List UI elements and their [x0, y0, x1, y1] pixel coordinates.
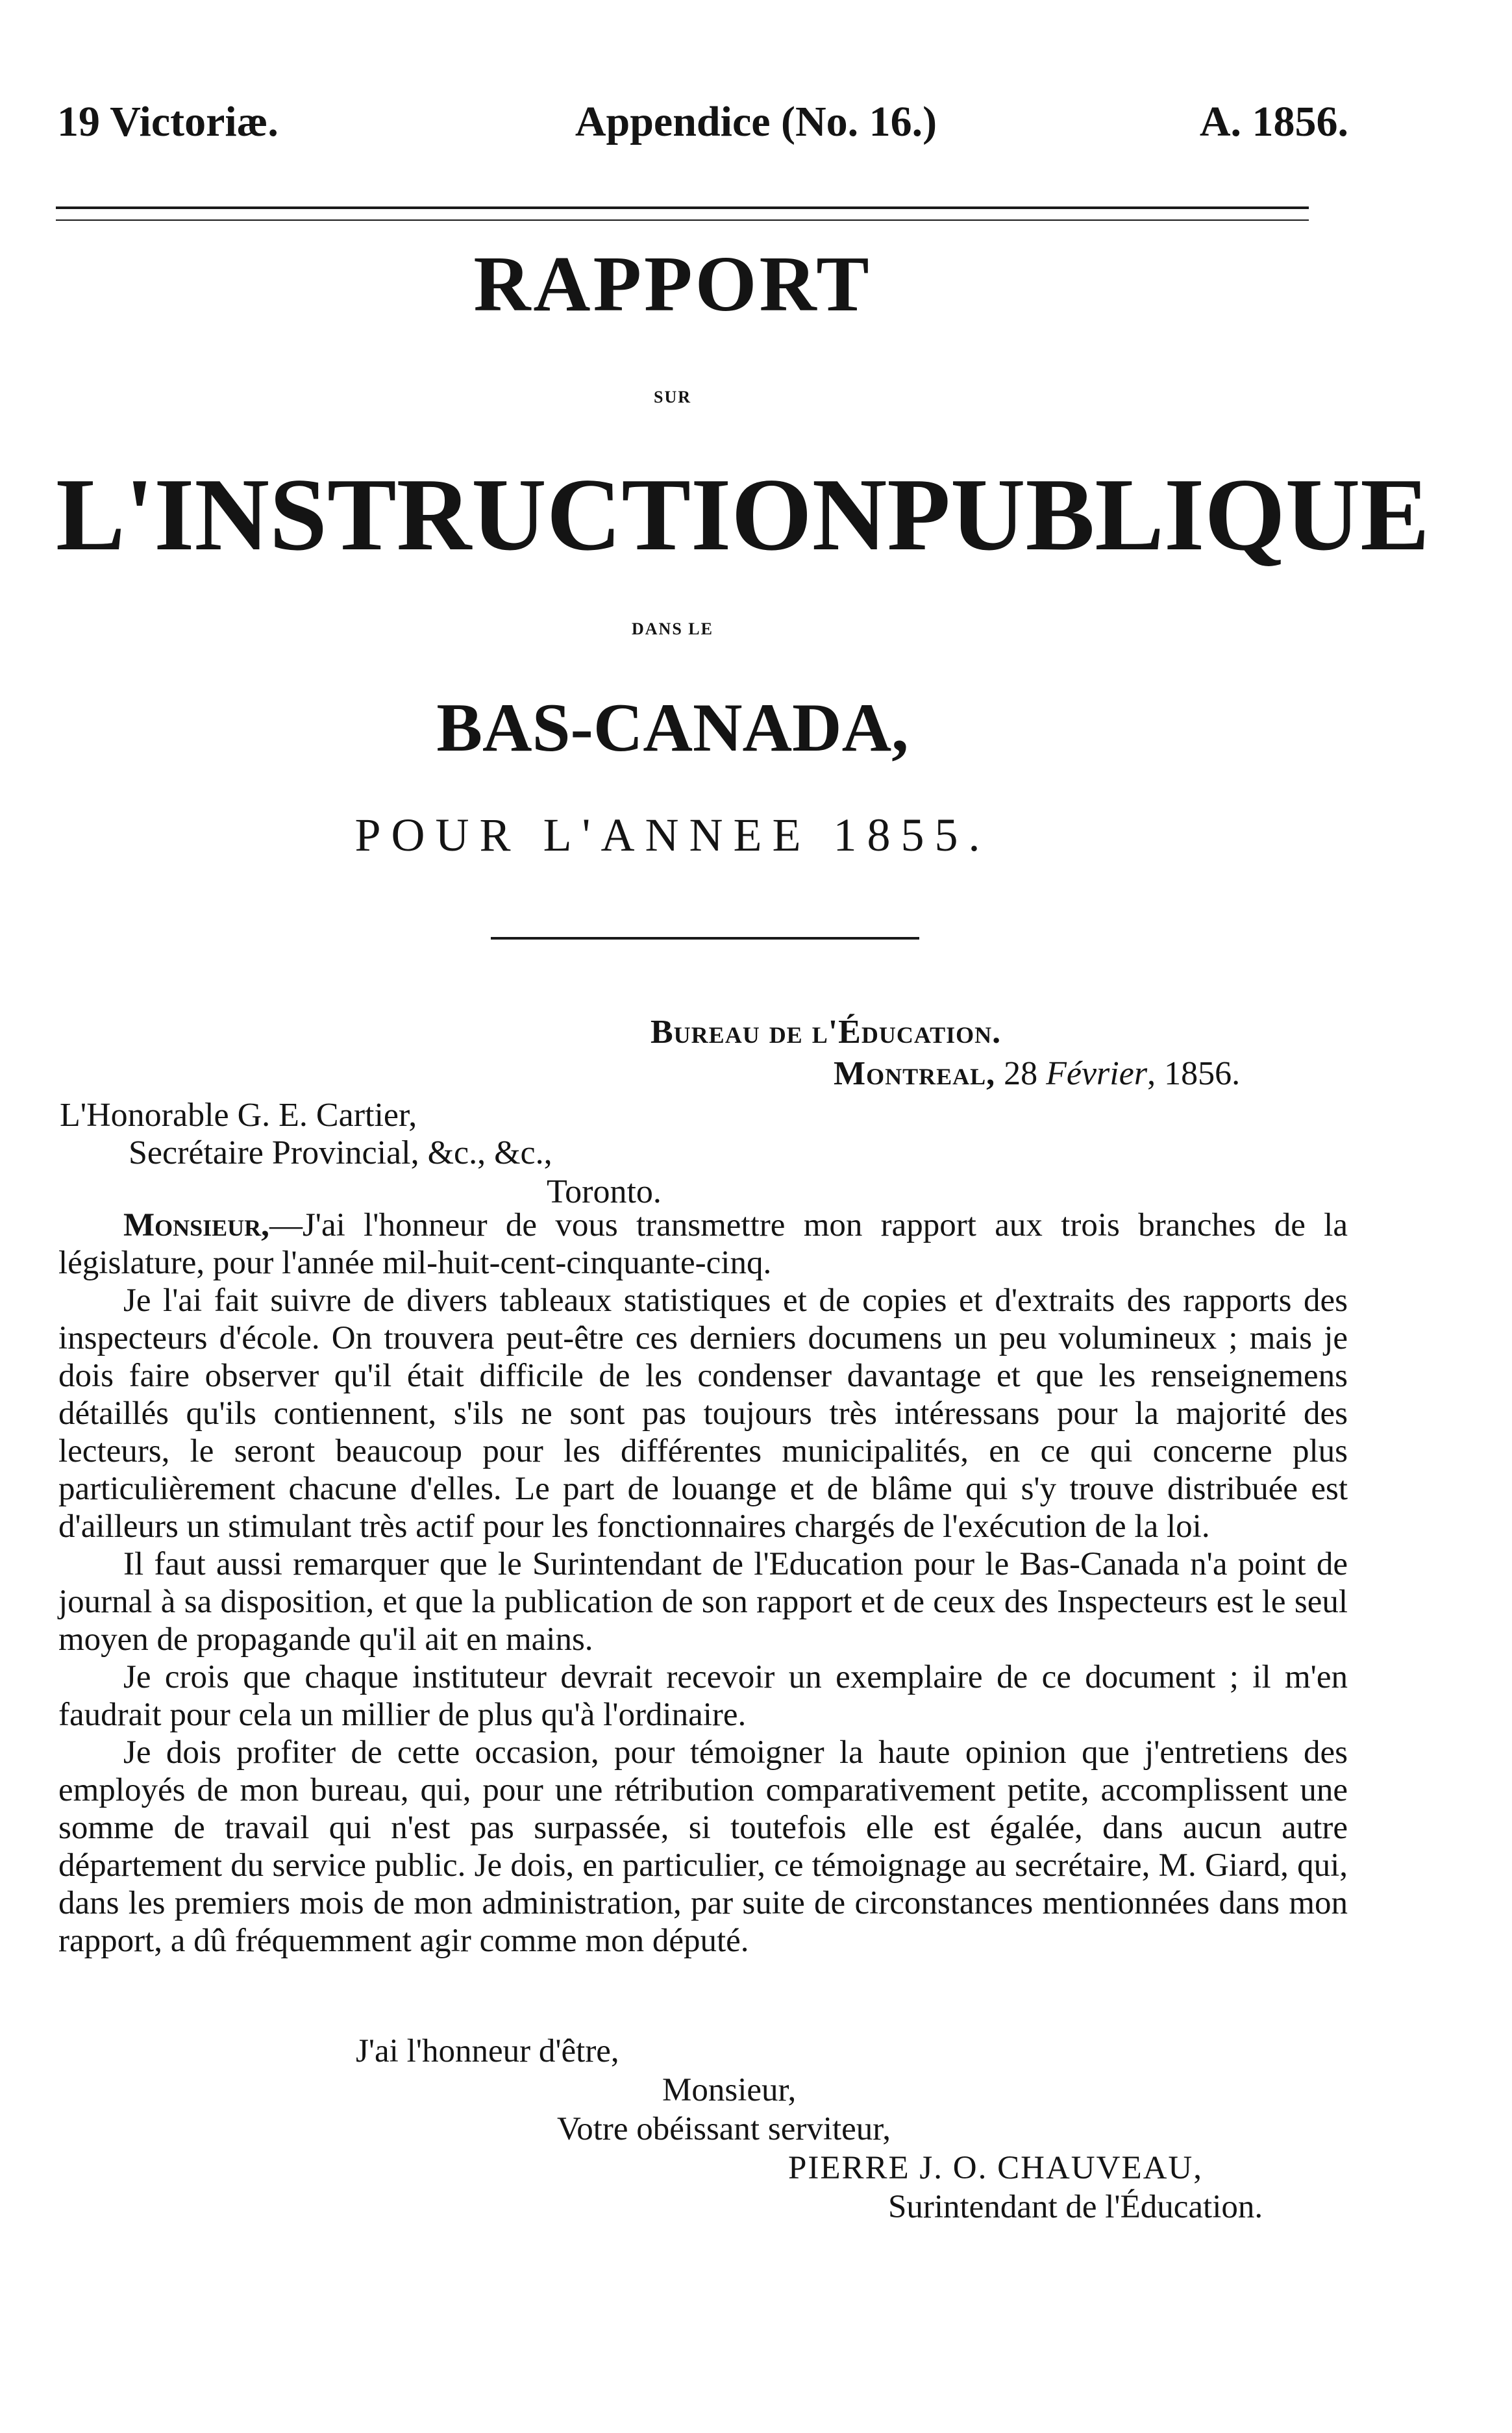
running-header-right: A. 1856. — [1199, 98, 1348, 145]
letter-paragraph: Je l'ai fait suivre de divers tableaux statistiques et de copies et d'extraits des rapports des inspecteurs d'école. On trouvera peut-être ces derniers documens un peu volumineux ; mais je dois faire observer qu'il était difficile de les condenser davantage et que les renseignemens détaillés qu'ils contiennent, s'ils ne sont pas toujours très intéressans pour la majorité des lecteurs, le seront beaucoup pour les différentes municipalités, en ce qui concerne plus particulièrement chacune d'elles. Le part de louange et de blâme qui s'y trouve distribuée est d'ailleurs un stimulant très actif pour les fonctionnaires chargés de l'exécution de la loi. — [58, 1282, 1348, 1545]
signature-name: PIERRE J. O. CHAUVEAU, — [788, 2150, 1204, 2186]
title-separator-rule — [491, 937, 919, 940]
letter-paragraph: Je crois que chaque instituteur devrait recevoir un exemplaire de ce document ; il m'en faudrait pour cela un millier de plus qu'à l'ordinaire. — [58, 1659, 1348, 1733]
letter-paragraph-1-text: —J'ai l'honneur de vous transmettre mon rapport aux trois branches de la législature, pour l'année mil-huit-cent-cinquante-cinq. — [58, 1207, 1348, 1281]
title-rapport: RAPPORT — [473, 240, 872, 328]
title-instruction: L'INSTRUCTION — [56, 456, 887, 572]
title-dans-le: DANS LE — [632, 619, 713, 638]
title-year: POUR L'ANNEE 1855. — [354, 809, 991, 861]
date-day: 28 — [995, 1055, 1047, 1092]
title-publique: PUBLIQUE — [887, 456, 1430, 572]
address-position: Secrétaire Provincial, &c., &c., — [129, 1134, 552, 1171]
letter-paragraph — [58, 1206, 1348, 1282]
address-recipient: L'Honorable G. E. Cartier, — [60, 1097, 417, 1134]
letter-paragraph: Je dois profiter de cette occasion, pour témoigner la haute opinion que j'entretiens des employés de mon bureau, qui, pour une rétribution comparativement petite, accomplissent une somme de travail qui n'est pas surpassée, si toutefois elle est égalée, dans aucun autre département du service public. Je dois, en particulier, ce témoignage au secrétaire, M. Giard, qui, dans les premiers mois de mon administration, par suite de circonstances mentionnées dans mon rapport, a dû fréquemment agir comme mon député. — [58, 1734, 1348, 1959]
date-month: Février — [1046, 1055, 1148, 1092]
letter-body — [58, 1206, 1348, 1960]
title-bas-canada: BAS-CANADA, — [436, 690, 909, 766]
dateline-office — [651, 1013, 1001, 1051]
closing-line-1: J'ai l'honneur d'être, — [356, 2033, 619, 2069]
dateline-date — [834, 1054, 1240, 1093]
running-header-left: 19 Victoriæ. — [57, 98, 279, 145]
letter-salutation: Monsieur, — [123, 1207, 269, 1243]
title-instruction-publique — [56, 455, 1430, 575]
running-header-center: Appendice (No. 16.) — [575, 98, 937, 145]
closing-line-2: Monsieur, — [662, 2072, 797, 2108]
header-double-rule — [56, 206, 1309, 221]
signature-title: Surintendant de l'Éducation. — [888, 2189, 1263, 2225]
letter-paragraph: Il faut aussi remarquer que le Surintendant de l'Education pour le Bas-Canada n'a point de journal à sa disposition, et que la publication de son rapport et de ceux des Inspecteurs est le seul moyen de propagande qu'il ait en mains. — [58, 1546, 1348, 1658]
office-name: Bureau de l'Éducation. — [651, 1014, 1002, 1051]
title-sur: SUR — [653, 388, 691, 406]
closing-line-3: Votre obéissant serviteur, — [557, 2111, 891, 2147]
date-year: , 1856. — [1147, 1055, 1241, 1092]
date-city: Montreal, — [834, 1055, 996, 1092]
address-city: Toronto. — [547, 1173, 662, 1210]
